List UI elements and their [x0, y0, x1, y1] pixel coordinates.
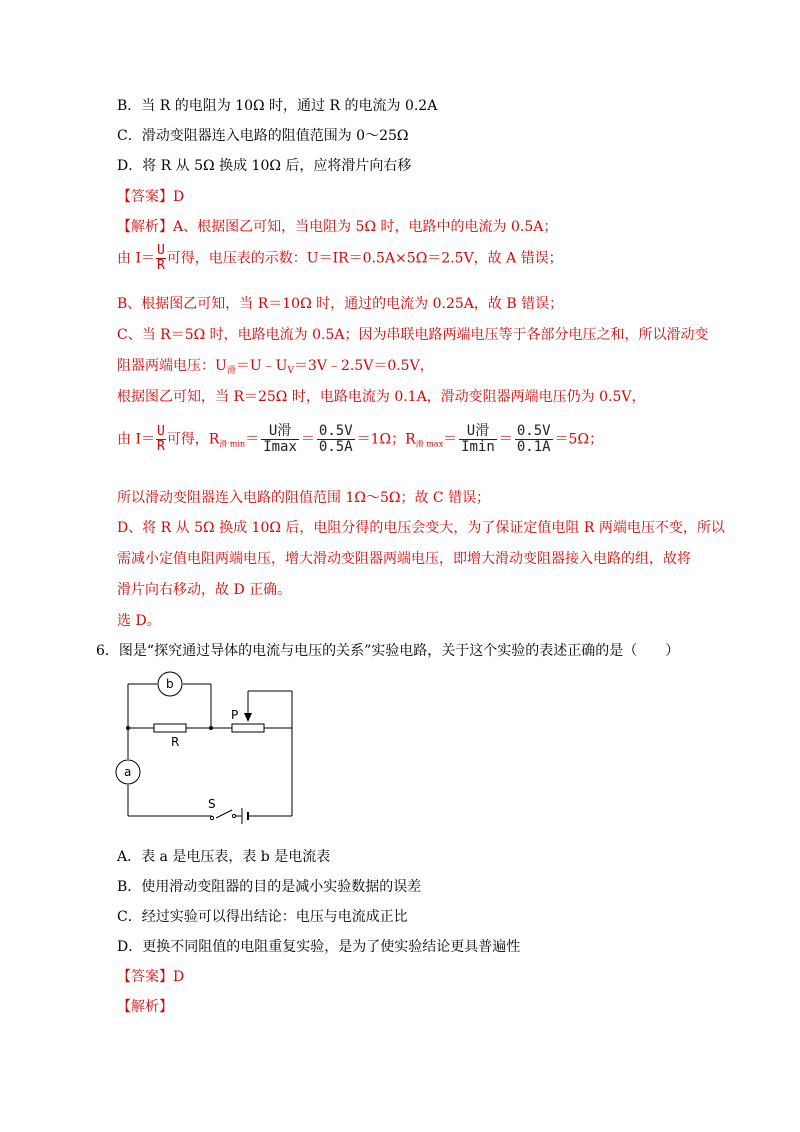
resistor-r — [154, 724, 186, 732]
label-a: a — [124, 765, 132, 779]
analysis-line-3: B、根据图乙可知，当 R＝10Ω 时，通过的电流为 0.25A，故 B 错误； — [117, 296, 564, 312]
fraction-values-min — [317, 424, 355, 455]
analysis-line-2 — [117, 244, 563, 273]
label-p: P — [231, 708, 239, 722]
circuit-diagram — [112, 662, 302, 832]
analysis-line-7 — [117, 424, 603, 455]
analysis-line-8: 所以滑动变阻器连入电路的阻值范围 1Ω～5Ω；故 C 错误； — [117, 490, 491, 506]
analysis-line-5 — [117, 356, 434, 381]
option-b: B．当 R 的电阻为 10Ω 时，通过 R 的电流为 0.2A — [117, 98, 438, 114]
subscript: 滑 — [226, 366, 236, 376]
numerator: 0.5V — [318, 423, 353, 439]
option-c: C．滑动变阻器连入电路的阻值范围为 0～25Ω — [117, 128, 409, 144]
fraction-u-over-r — [156, 244, 166, 273]
q6-option-c: C．经过实验可以得出结论：电压与电流成正比 — [117, 909, 408, 925]
q6-answer: 【答案】D — [117, 969, 185, 985]
subscript: V — [287, 366, 294, 376]
numerator: 0.5V — [516, 423, 551, 439]
switch-contact — [210, 816, 213, 819]
text: ＝ — [245, 431, 260, 448]
junction-dot — [209, 726, 213, 730]
text: ＝ — [300, 431, 315, 448]
text: ＝3V﹣2.5V＝0.5V， — [293, 358, 434, 374]
rheostat — [232, 724, 264, 732]
text: ＝1Ω；R — [356, 431, 416, 448]
text: 可得，电压表的示数：U＝IR＝0.5A×5Ω＝2.5V，故 A 错误； — [166, 250, 563, 267]
denominator: R — [156, 258, 165, 273]
analysis-line-10: 需减小定值电阻两端电压，增大滑动变阻器两端电压，即增大滑动变阻器接入电路的组，故将 — [117, 551, 691, 567]
numerator: U滑 — [459, 424, 497, 440]
answer: 【答案】D — [117, 189, 185, 205]
fraction-u-over-r — [156, 425, 166, 454]
option-d: D．将 R 从 5Ω 换成 10Ω 后，应将滑片向右移 — [117, 158, 412, 174]
analysis-line-6: 根据图乙可知，当 R＝25Ω 时，电路电流为 0.1A，滑动变阻器两端电压仍为 0.5V， — [117, 389, 646, 405]
analysis-line-11: 滑片向右移动，故 D 正确。 — [117, 582, 292, 598]
label-r: R — [171, 735, 180, 749]
label-b: b — [166, 677, 174, 691]
text: 阻器两端电压：U — [117, 358, 227, 374]
q6-option-d: D．更换不同阻值的电阻重复实验，是为了使实验结论更具普遍性 — [117, 939, 521, 955]
analysis-line-9: D、将 R 从 5Ω 换成 10Ω 后，电阻分得的电压会变大，为了保证定值电阻 R 两端电压不变，所以 — [117, 520, 725, 536]
text: 可得，R — [166, 431, 220, 448]
fraction-u-over-imax — [261, 424, 299, 455]
junction-dot — [126, 726, 130, 730]
subscript: 滑 min — [219, 439, 246, 449]
denominator: Imax — [263, 439, 297, 455]
denominator: 0.5A — [318, 439, 353, 455]
slider-arrow — [244, 713, 252, 722]
text: ＝U﹣U — [235, 358, 288, 374]
fraction-values-max — [515, 424, 553, 455]
text: ＝ — [443, 431, 458, 448]
analysis-line-4: C、当 R＝5Ω 时，电路电流为 0.5A；因为串联电路两端电压等于各部分电压之和，所以滑动变 — [117, 327, 709, 343]
label-s: S — [208, 797, 216, 811]
numerator: U — [156, 424, 165, 439]
question-6-stem: 6．图是“探究通过导体的电流与电压的关系”实验电路，关于这个实验的表述正确的是（ ） — [96, 643, 680, 659]
numerator: U — [156, 243, 165, 258]
q6-option-b: B．使用滑动变阻器的目的是减小实验数据的误差 — [117, 879, 422, 895]
analysis-line-1: 【解析】A、根据图乙可知，当电阻为 5Ω 时，电路中的电流为 0.5A； — [117, 219, 558, 235]
numerator: U滑 — [261, 424, 299, 440]
denominator: Imin — [461, 439, 495, 455]
switch-contact — [232, 814, 235, 817]
analysis-line-12: 选 D。 — [117, 613, 161, 629]
text: ＝5Ω； — [554, 431, 604, 448]
q6-option-a: A．表 a 是电压表，表 b 是电流表 — [117, 849, 331, 865]
fraction-u-over-imin — [459, 424, 497, 455]
denominator: 0.1A — [516, 439, 551, 455]
subscript: 滑 max — [415, 439, 444, 449]
text: ＝ — [498, 431, 513, 448]
denominator: R — [156, 439, 165, 454]
text: 由 I＝ — [117, 250, 155, 267]
text: 由 I＝ — [117, 431, 155, 448]
q6-analysis: 【解析】 — [117, 999, 173, 1015]
